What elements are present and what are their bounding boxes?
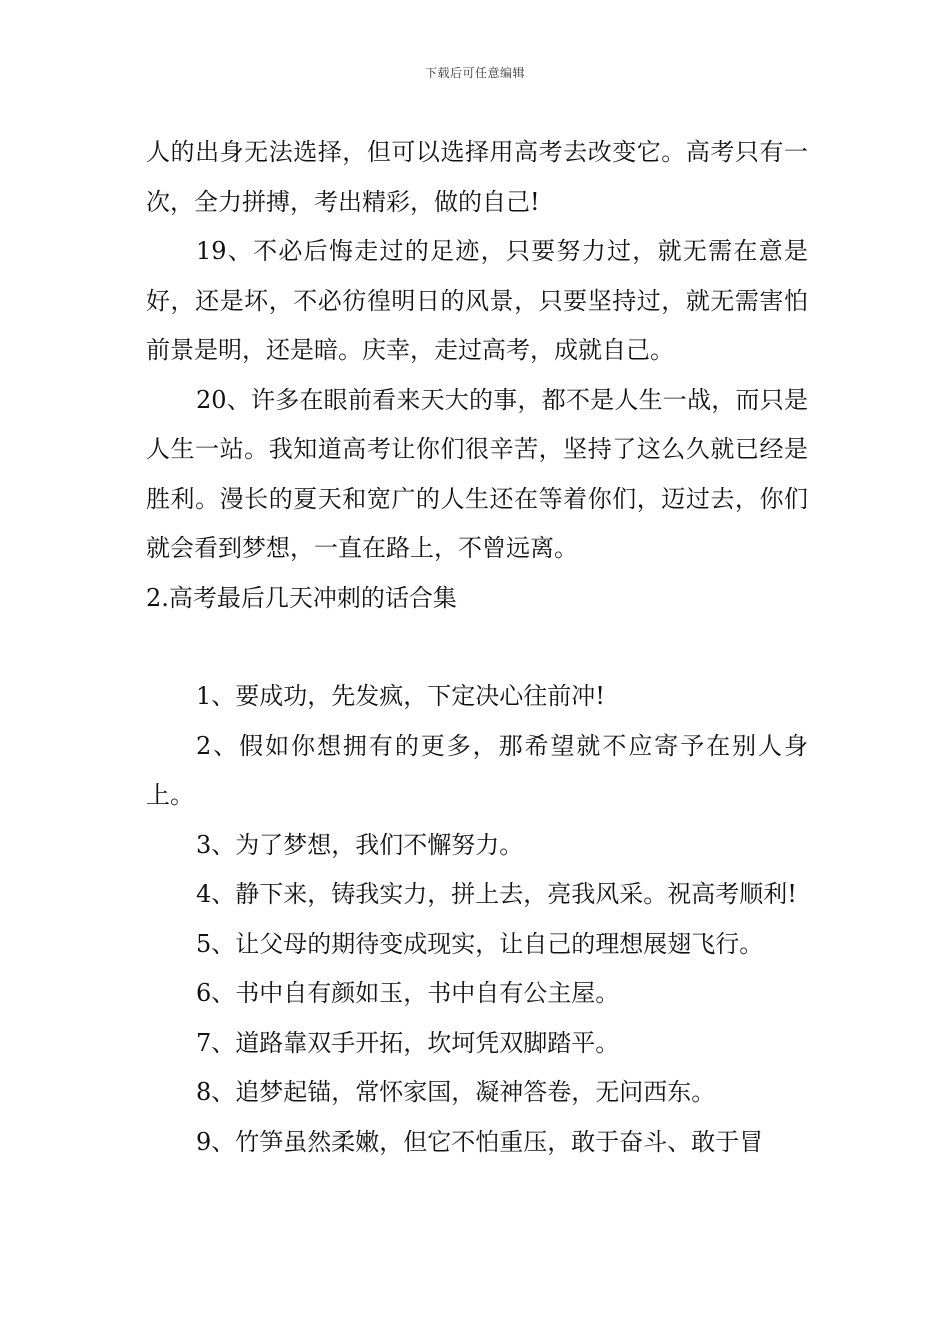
list-item-3: 3、为了梦想，我们不懈努力。 — [196, 830, 524, 859]
list-item-5: 5、让父母的期待变成现实，让自己的理想展翅飞行。 — [196, 929, 764, 958]
document-body — [146, 128, 808, 1167]
list-item-2: 2、假如你想拥有的更多，那希望就不应寄予在别人身上。 — [146, 731, 808, 809]
list-item-8: 8、追梦起锚，常怀家国，凝神答卷，无问西东。 — [196, 1078, 716, 1106]
section-heading: 2.高考最后几天冲刺的话合集 — [146, 583, 457, 612]
list-item-6: 6、书中自有颜如玉，书中自有公主屋。 — [196, 979, 620, 1007]
paragraph-item-19: 19、不必后悔走过的足迹，只要努力过，就无需在意是好，还是坏，不必彷徨明日的风景，只要坚持过，就无需害怕前景是明，还是暗。庆幸，走过高考，成就自己。 — [146, 237, 808, 364]
list-item-4: 4、静下来，铸我实力，拼上去，亮我风采。祝高考顺利! — [196, 880, 797, 908]
blank-line — [146, 623, 808, 672]
list-item-1: 1、要成功，先发疯，下定决心往前冲! — [196, 682, 605, 710]
list-item-9: 9、竹笋虽然柔嫩，但它不怕重压，敢于奋斗、敢于冒 — [196, 1127, 764, 1156]
paragraph-continuation: 人的出身无法选择，但可以选择用高考去改变它。高考只有一次，全力拼搏，考出精彩，做的自己! — [146, 138, 808, 216]
list-item-7: 7、道路靠双手开拓，坎坷凭双脚踏平。 — [196, 1028, 620, 1057]
page-header: 下载后可任意编辑 — [424, 66, 525, 80]
paragraph-item-20: 20、许多在眼前看来天大的事，都不是人生一战，而只是人生一站。我知道高考让你们很辛苦，坚持了这么久就已经是胜利。漫长的夏天和宽广的人生还在等着你们，迈过去，你们就会看到梦想，一直在路上，不曾远离。 — [146, 385, 808, 562]
